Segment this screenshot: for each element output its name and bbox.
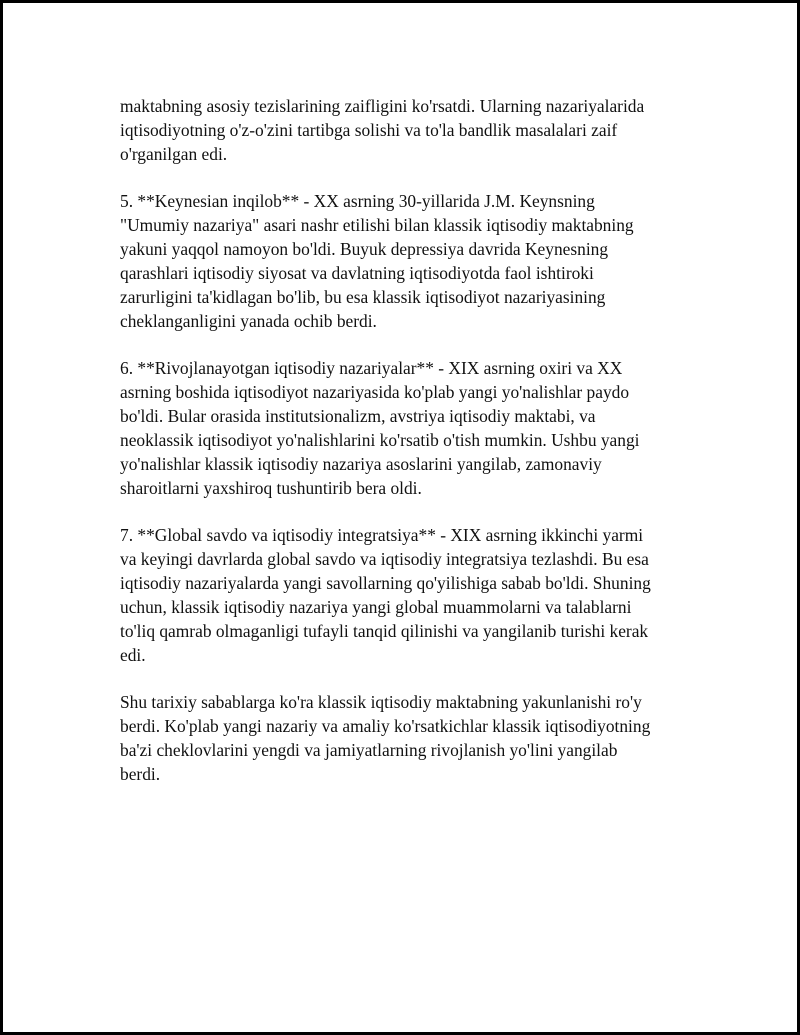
text-line: o'rganilgan edi. xyxy=(120,144,228,164)
text-line: iqtisodiy nazariyalarda yangi savollarning qo'yilishiga sabab bo'ldi. Shuning xyxy=(120,573,651,593)
text-line: zarurligini ta'kidlagan bo'lib, bu esa klassik iqtisodiyot nazariyasining xyxy=(120,287,606,307)
text-line: 6. **Rivojlanayotgan iqtisodiy nazariyalar** - XIX asrning oxiri va XX xyxy=(120,358,623,378)
text-line: Shu tarixiy sabablarga ko'ra klassik iqtisodiy maktabning yakunlanishi ro'y xyxy=(120,692,642,712)
text-line: asrning boshida iqtisodiyot nazariyasida ko'plab yangi yo'nalishlar paydo xyxy=(120,382,630,402)
text-line: berdi. Ko'plab yangi nazariy va amaliy ko'rsatkichlar klassik iqtisodiyotning xyxy=(120,716,651,736)
text-line: iqtisodiyotning o'z-o'zini tartibga solishi va to'la bandlik masalalari zaif xyxy=(120,120,618,140)
text-line: yo'nalishlar klassik iqtisodiy nazariya asoslarini yangilab, zamonaviy xyxy=(120,454,602,474)
text-line: maktabning asosiy tezislarining zaifligini ko'rsatdi. Ularning nazariyalarida xyxy=(120,96,645,116)
text-line: to'liq qamrab olmaganligi tufayli tanqid qilinishi va yangilanib turishi kerak xyxy=(120,621,649,641)
text-line: sharoitlarni yaxshiroq tushuntirib bera oldi. xyxy=(120,478,422,498)
text-line: "Umumiy nazariya" asari nashr etilishi bilan klassik iqtisodiy maktabning xyxy=(120,215,634,235)
text-line: edi. xyxy=(120,645,146,665)
paragraph-item-6 xyxy=(120,356,690,500)
text-line: yakuni yaqqol namoyon bo'ldi. Buyuk depressiya davrida Keynesning xyxy=(120,239,609,259)
paragraph-item-7 xyxy=(120,523,690,667)
paragraph-conclusion xyxy=(120,690,690,786)
text-line: qarashlari iqtisodiy siyosat va davlatning iqtisodiyotda faol ishtiroki xyxy=(120,263,594,283)
text-line: bo'ldi. Bular orasida institutsionalizm, avstriya iqtisodiy maktabi, va xyxy=(120,406,596,426)
text-line: 5. **Keynesian inqilob** - XX asrning 30-yillarida J.M. Keynsning xyxy=(120,191,595,211)
text-line: cheklanganligini yanada ochib berdi. xyxy=(120,311,377,331)
text-line: neoklassik iqtisodiyot yo'nalishlarini ko'rsatib o'tish mumkin. Ushbu yangi xyxy=(120,430,640,450)
text-line: va keyingi davrlarda global savdo va iqtisodiy integratsiya tezlashdi. Bu esa xyxy=(120,549,649,569)
text-line: ba'zi cheklovlarini yengdi va jamiyatlarning rivojlanish yo'lini yangilab xyxy=(120,740,618,760)
text-line: uchun, klassik iqtisodiy nazariya yangi global muammolarni va talablarni xyxy=(120,597,632,617)
paragraph-item-5 xyxy=(120,189,690,333)
text-line: berdi. xyxy=(120,764,161,784)
text-line: 7. **Global savdo va iqtisodiy integratsiya** - XIX asrning ikkinchi yarmi xyxy=(120,525,644,545)
paragraph-intro xyxy=(120,94,690,166)
document-body xyxy=(120,94,690,809)
